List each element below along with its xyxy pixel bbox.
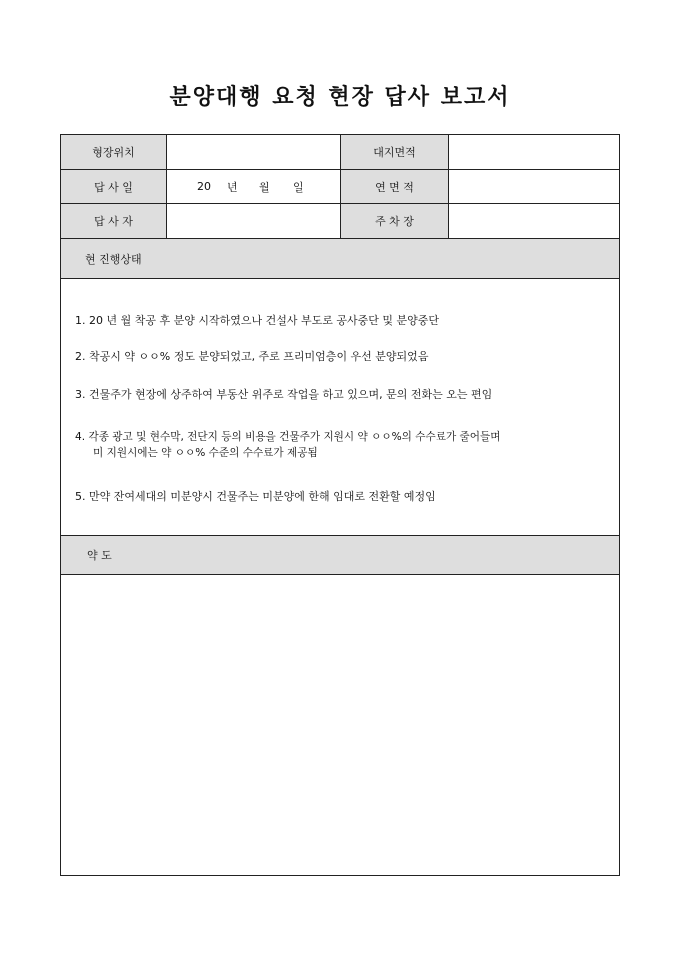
report-form: [60, 134, 620, 876]
parking-label: 주 차 장: [341, 204, 449, 238]
visit-date-field[interactable]: [167, 170, 341, 203]
status-item-1: 1. 20 년 월 착공 후 분양 시작하였으나 건설사 부도로 공사중단 및 분양중단: [75, 314, 439, 327]
location-label: 형장위치: [61, 135, 167, 169]
visit-date-label: 답 사 일: [61, 170, 167, 203]
visitor-label: 답 사 자: [61, 204, 167, 238]
row-visitor: [61, 204, 619, 239]
status-item-2: 2. 착공시 약 ㅇㅇ% 정도 분양되었고, 주로 프리미엄층이 우선 분양되었음: [75, 350, 429, 363]
location-field[interactable]: [167, 135, 341, 169]
status-item-5: 5. 만약 잔여세대의 미분양시 건물주는 미분양에 한해 임대로 전환할 예정임: [75, 490, 436, 503]
land-area-field[interactable]: [449, 135, 619, 169]
visit-date-day-unit: 일: [293, 180, 304, 194]
floor-area-field[interactable]: [449, 170, 619, 203]
status-header: 현 진행상태: [61, 239, 619, 279]
land-area-label: 대지면적: [341, 135, 449, 169]
status-items: [61, 279, 619, 536]
row-location: [61, 135, 619, 170]
visit-date-year-unit: 년: [227, 180, 238, 194]
visitor-field[interactable]: [167, 204, 341, 238]
row-visit-date: [61, 170, 619, 204]
sketch-header: 약 도: [61, 536, 619, 575]
status-item-4: 4. 각종 광고 및 현수막, 전단지 등의 비용을 건물주가 지원시 약 ㅇㅇ%의 수수료가 줄어들며 미 지원시에는 약 ㅇㅇ% 수준의 수수료가 제공됨: [75, 431, 501, 459]
parking-field[interactable]: [449, 204, 619, 238]
visit-date-year: 20: [197, 180, 211, 193]
page-title: 분양대행 요청 현장 답사 보고서: [169, 84, 511, 110]
status-item-3: 3. 건물주가 현장에 상주하여 부동산 위주로 작업을 하고 있으며, 문의 전화는 오는 편임: [75, 388, 493, 401]
visit-date-month-unit: 월: [259, 180, 270, 194]
sketch-area[interactable]: [61, 575, 619, 875]
floor-area-label: 연 면 적: [341, 170, 449, 203]
